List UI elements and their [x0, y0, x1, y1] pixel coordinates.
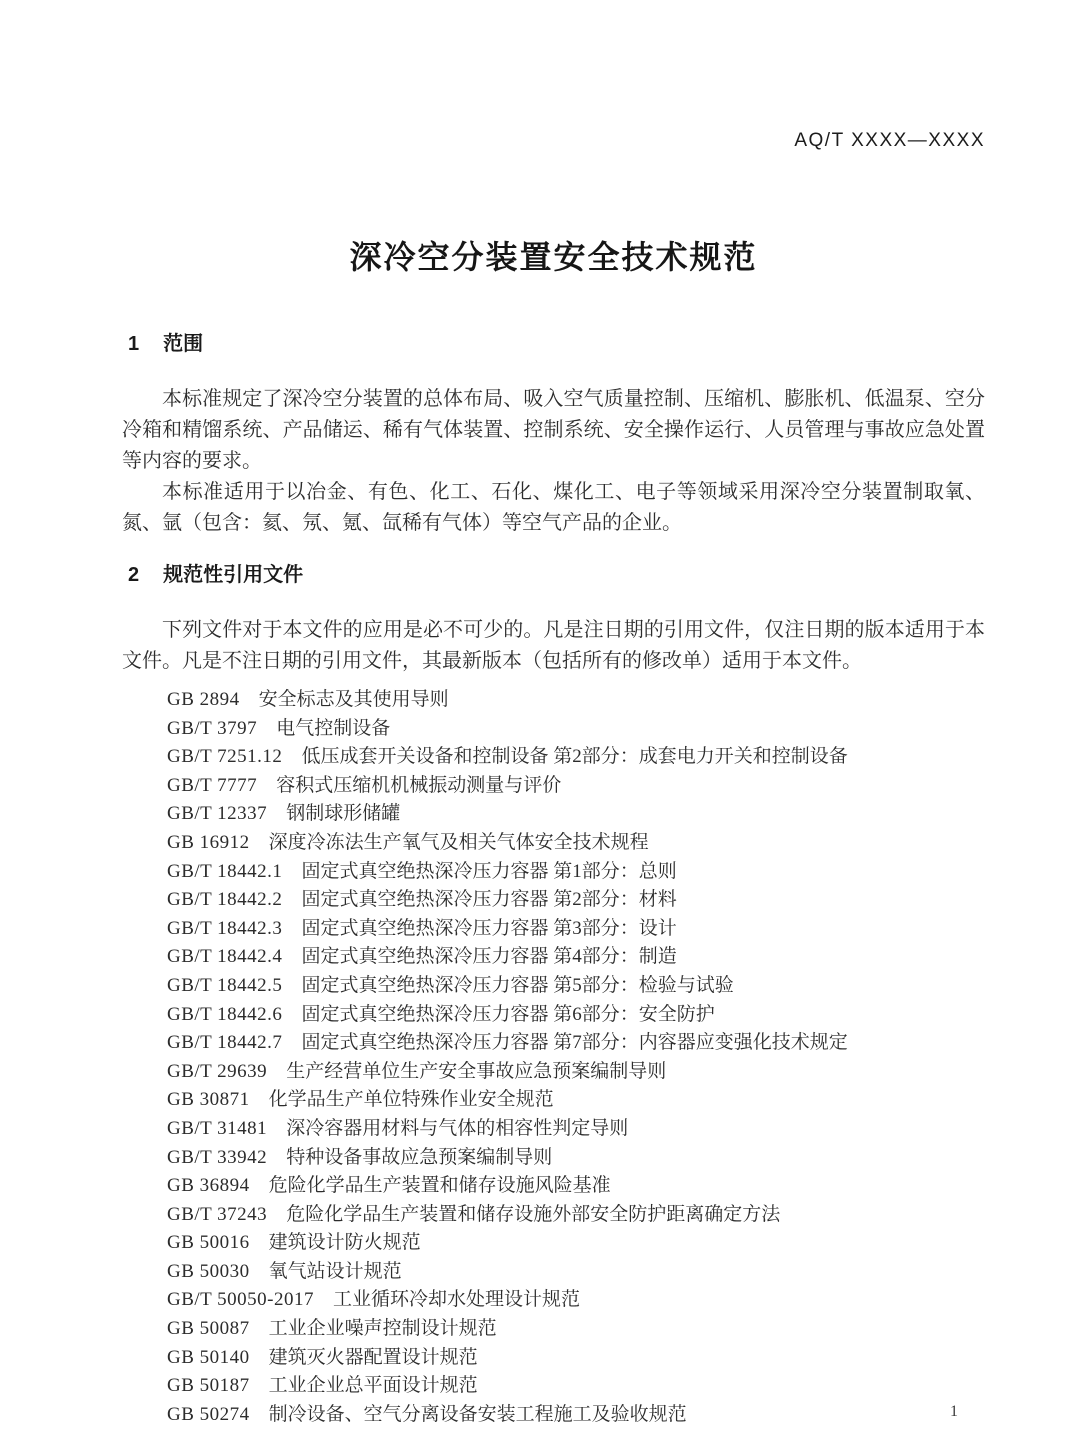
- reference-item: [167, 772, 985, 801]
- reference-item: [167, 800, 985, 829]
- reference-code: GB/T 31481: [167, 1117, 268, 1139]
- scope-paragraph: 本标准适用于以冶金、有色、化工、石化、煤化工、电子等领域采用深冷空分装置制取氧、氮、氩（包含：氦、氖、氪、氙稀有气体）等空气产品的企业。: [122, 481, 985, 534]
- reference-item: [167, 1401, 985, 1430]
- section-scope-heading: [128, 330, 985, 358]
- reference-code: GB/T 18442.4: [167, 946, 283, 968]
- reference-title: 安全标志及其使用导则: [258, 689, 449, 710]
- reference-item: [167, 1315, 985, 1344]
- section-normative-references: [122, 561, 985, 1429]
- reference-title: 容积式压缩机机械振动测量与评价: [276, 774, 562, 796]
- doc-title: 深冷空分装置安全技术规范: [349, 239, 758, 275]
- reference-title: 制冷设备、空气分离设备安装工程施工及验收规范: [268, 1403, 687, 1425]
- reference-item: [167, 943, 985, 972]
- reference-item: [167, 1086, 985, 1115]
- reference-title: 工业企业总平面设计规范: [268, 1375, 478, 1397]
- reference-item: [167, 1372, 985, 1401]
- reference-item: [167, 1172, 985, 1201]
- reference-code: GB/T 7251.12: [167, 746, 283, 768]
- reference-title: 固定式真空绝热深冷压力容器 第2部分：材料: [301, 889, 677, 911]
- reference-code: GB/T 37243: [167, 1203, 268, 1225]
- reference-item: [167, 1258, 985, 1287]
- reference-title: 特种设备事故应急预案编制导则: [286, 1146, 553, 1168]
- reference-title: 固定式真空绝热深冷压力容器 第7部分：内容器应变强化技术规定: [301, 1032, 848, 1054]
- reference-title: 生产经营单位生产安全事故应急预案编制导则: [286, 1060, 667, 1082]
- reference-title: 固定式真空绝热深冷压力容器 第4部分：制造: [301, 946, 677, 968]
- reference-title: 氧气站设计规范: [268, 1260, 402, 1282]
- reference-code: GB/T 7777: [167, 774, 258, 796]
- reference-title: 固定式真空绝热深冷压力容器 第1部分：总则: [301, 860, 677, 882]
- reference-code: GB/T 18442.1: [167, 860, 283, 882]
- section-number: 1: [128, 333, 140, 355]
- reference-item: [167, 1001, 985, 1030]
- reference-title: 危险化学品生产装置和储存设施风险基准: [268, 1175, 611, 1197]
- references-intro-paragraph: 下列文件对于本文件的应用是必不可少的。凡是注日期的引用文件，仅注日期的版本适用于本文件。凡是不注日期的引用文件，其最新版本（包括所有的修改单）适用于本文件。: [122, 619, 985, 672]
- section-references-heading: [128, 561, 985, 589]
- reference-item: [167, 743, 985, 772]
- reference-code: GB 30871: [167, 1089, 250, 1111]
- reference-title: 固定式真空绝热深冷压力容器 第3部分：设计: [301, 917, 677, 939]
- reference-title: 钢制球形储罐: [286, 803, 401, 825]
- section-title: 范围: [163, 333, 204, 355]
- reference-code: GB/T 18442.3: [167, 917, 283, 939]
- reference-title: 低压成套开关设备和控制设备 第2部分：成套电力开关和控制设备: [301, 746, 848, 768]
- section-number: 2: [128, 564, 140, 586]
- reference-item: [167, 1229, 985, 1258]
- reference-list: [167, 686, 985, 1429]
- section-title: 规范性引用文件: [163, 564, 304, 586]
- reference-code: GB 50087: [167, 1318, 250, 1340]
- reference-item: [167, 972, 985, 1001]
- reference-item: [167, 1144, 985, 1173]
- reference-title: 危险化学品生产装置和储存设施外部安全防护距离确定方法: [286, 1203, 781, 1225]
- scope-paragraph: 本标准规定了深冷空分装置的总体布局、吸入空气质量控制、压缩机、膨胀机、低温泵、空分冷箱和精馏系统、产品储运、稀有气体装置、控制系统、安全操作运行、人员管理与事故应急处置等内容的要求。: [122, 388, 985, 472]
- reference-item: [167, 829, 985, 858]
- reference-code: GB/T 3797: [167, 717, 258, 739]
- reference-title: 建筑设计防火规范: [268, 1232, 421, 1254]
- reference-item: [167, 686, 985, 715]
- doc-number: AQ/T XXXX—XXXX: [794, 130, 985, 151]
- reference-item: [167, 1201, 985, 1230]
- reference-code: GB 50030: [167, 1260, 250, 1282]
- reference-code: GB/T 18442.2: [167, 889, 283, 911]
- section-scope: [122, 330, 985, 539]
- reference-code: GB 50274: [167, 1403, 250, 1425]
- reference-item: [167, 1029, 985, 1058]
- reference-title: 建筑灭火器配置设计规范: [268, 1346, 478, 1368]
- reference-code: GB 50016: [167, 1232, 250, 1254]
- reference-title: 工业循环冷却水处理设计规范: [333, 1289, 581, 1311]
- reference-code: GB 50140: [167, 1346, 250, 1368]
- reference-title: 化学品生产单位特殊作业安全规范: [268, 1089, 554, 1111]
- reference-title: 工业企业噪声控制设计规范: [268, 1318, 497, 1340]
- page-number: 1: [950, 1403, 958, 1420]
- reference-title: 固定式真空绝热深冷压力容器 第6部分：安全防护: [301, 1003, 715, 1025]
- reference-item: [167, 1344, 985, 1373]
- reference-code: GB/T 33942: [167, 1146, 268, 1168]
- doc-header: [122, 130, 985, 152]
- reference-code: GB/T 50050-2017: [167, 1289, 315, 1311]
- reference-code: GB 2894: [167, 689, 240, 710]
- reference-code: GB 16912: [167, 831, 250, 853]
- reference-title: 深冷容器用材料与气体的相容性判定导则: [286, 1117, 629, 1139]
- reference-code: GB 36894: [167, 1175, 250, 1197]
- reference-code: GB/T 18442.6: [167, 1003, 283, 1025]
- reference-item: [167, 715, 985, 744]
- reference-code: GB/T 29639: [167, 1060, 268, 1082]
- reference-code: GB/T 18442.5: [167, 974, 283, 996]
- reference-item: [167, 1115, 985, 1144]
- reference-item: [167, 1058, 985, 1087]
- reference-item: [167, 1286, 985, 1315]
- reference-code: GB/T 12337: [167, 803, 268, 825]
- reference-item: [167, 915, 985, 944]
- reference-item: [167, 858, 985, 887]
- reference-code: GB 50187: [167, 1375, 250, 1397]
- reference-title: 深度冷冻法生产氧气及相关气体安全技术规程: [268, 831, 649, 853]
- reference-item: [167, 886, 985, 915]
- reference-code: GB/T 18442.7: [167, 1032, 283, 1054]
- reference-title: 固定式真空绝热深冷压力容器 第5部分：检验与试验: [301, 974, 734, 996]
- reference-title: 电气控制设备: [276, 717, 391, 739]
